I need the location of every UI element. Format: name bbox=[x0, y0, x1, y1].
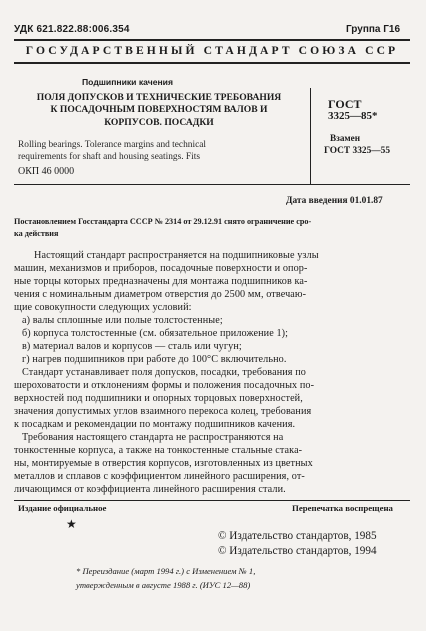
reissue-note-line: * Переиздание (март 1994 г.) с Изменением № 1, bbox=[76, 566, 256, 576]
list-item: б) корпуса толстостенные (см. обязательное приложение 1); bbox=[22, 328, 289, 339]
list-item: а) валы сплошные или полые толстостенные; bbox=[22, 315, 223, 326]
header-rule bbox=[14, 39, 410, 41]
paragraph-line: Настоящий стандарт распространяется на подшипниковые узлы bbox=[34, 250, 319, 261]
gost-label: ГОСТ bbox=[328, 97, 362, 111]
paragraph-line: Стандарт устанавливает поля допусков, посадки, требования по bbox=[22, 367, 306, 378]
paragraph-line: личающимся от коэффициента линейного расширения стали. bbox=[14, 484, 286, 495]
reissue-note-line: утвержденным в августе 1988 г. (ИУС 12—88) bbox=[76, 580, 251, 590]
udk-code: УДК 621.822.88:006.354 bbox=[14, 24, 130, 35]
category-label: Подшипники качения bbox=[82, 77, 173, 87]
paragraph-line: ны, монтируемые в отверстия корпусов, изготовленных из цветных bbox=[14, 458, 313, 469]
resolution-line: Постановлением Госстандарта СССР № 2314 от 29.12.91 снято ограничение сро- bbox=[14, 217, 312, 226]
paragraph-line: металлов и сплавов с коэффициентом линейного расширения, от- bbox=[14, 471, 305, 482]
official-edition-label: Издание официальное bbox=[18, 503, 107, 513]
star-icon: ★ bbox=[66, 517, 77, 531]
english-title-line: Rolling bearings. Tolerance margins and technical bbox=[18, 140, 207, 150]
okp-code: ОКП 46 0000 bbox=[18, 166, 75, 177]
title-block-divider bbox=[310, 88, 311, 184]
copyright-1985: © Издательство стандартов, 1985 bbox=[218, 530, 377, 542]
introduction-date: Дата введения 01.01.87 bbox=[286, 196, 383, 206]
footer-rule bbox=[14, 500, 410, 501]
replaces-label: Взамен bbox=[330, 133, 361, 143]
title-line: ПОЛЯ ДОПУСКОВ И ТЕХНИЧЕСКИЕ ТРЕБОВАНИЯ bbox=[36, 92, 282, 103]
group-code: Группа Г16 bbox=[346, 24, 401, 35]
english-title-line: requirements for shaft and housing seatings. Fits bbox=[18, 151, 201, 162]
paragraph-line: Требования настоящего стандарта не распространяются на bbox=[22, 432, 284, 443]
paragraph-line: щие совокупности следующих условий: bbox=[14, 302, 192, 313]
paragraph-line: тонкостенные корпуса, а также на тонкостенные стальные стака- bbox=[14, 445, 303, 456]
paragraph-line: значения допустимых углов взаимного перекоса колец, требования bbox=[14, 406, 312, 417]
copyright-1994: © Издательство стандартов, 1994 bbox=[218, 545, 377, 557]
english-title bbox=[18, 140, 206, 163]
reprint-prohibited-label: Перепечатка воспрещена bbox=[292, 503, 393, 513]
paragraph-line: ные торцы которых предназначены для монтажа подшипников ка- bbox=[14, 276, 308, 287]
reissue-note bbox=[76, 564, 255, 592]
resolution-note bbox=[14, 216, 311, 240]
title-block-rule bbox=[14, 184, 410, 185]
replaces-value: ГОСТ 3325—55 bbox=[324, 146, 391, 156]
gost-number: 3325—85* bbox=[328, 110, 378, 122]
paragraph-line: верхностей под подшипники и опорных торцовых поверхностей, bbox=[14, 393, 303, 404]
paragraph-line: чения с номинальным диаметром отверстия до 2500 мм, отвечаю- bbox=[14, 289, 307, 300]
title-line: КОРПУСОВ. ПОСАДКИ bbox=[104, 116, 214, 128]
banner-rule bbox=[14, 62, 410, 64]
list-item: г) нагрев подшипников при работе до 100°С включительно. bbox=[22, 354, 287, 365]
document-title bbox=[16, 92, 302, 129]
list-item: в) материал валов и корпусов — сталь или чугун; bbox=[22, 341, 242, 352]
title-line: К ПОСАДОЧНЫМ ПОВЕРХНОСТЯМ ВАЛОВ И bbox=[50, 104, 268, 116]
resolution-line: ка действия bbox=[14, 228, 59, 238]
paragraph-line: к посадкам и рекомендации по монтажу подшипников качения. bbox=[14, 419, 296, 430]
paragraph-line: шероховатости и отклонениям формы и положения посадочных по- bbox=[14, 380, 315, 391]
state-standard-banner: ГОСУДАРСТВЕННЫЙ СТАНДАРТ СОЮЗА ССР bbox=[25, 44, 399, 57]
paragraph-line: машин, механизмов и приборов, посадочные поверхности и опор- bbox=[14, 263, 308, 274]
